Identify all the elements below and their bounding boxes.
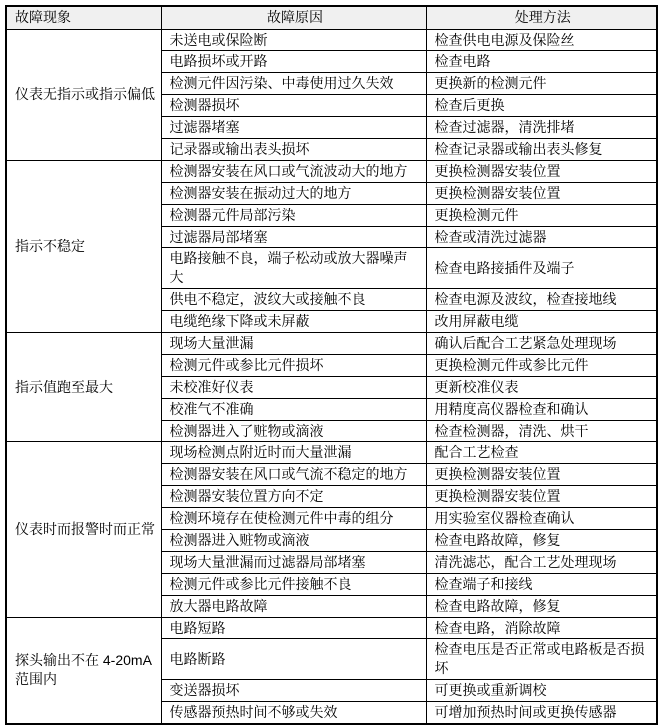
table-row [6,617,657,639]
method-cell: 清洗滤芯，配合工艺处理现场 [426,551,657,573]
fault-troubleshooting-table [5,5,658,725]
header-treatment-method: 处理方法 [426,6,657,29]
phenomenon-cell: 仪表时而报警时而正常 [6,442,161,617]
method-cell: 检查电路 [426,51,657,73]
table-row [6,160,657,182]
cause-cell: 电路损坏或开路 [161,51,426,73]
method-cell: 检查电压是否正常或电路板是否损坏 [426,639,657,680]
method-cell: 检查检测器，清洗、烘干 [426,420,657,442]
cause-cell: 放大器电路故障 [161,595,426,617]
cause-cell: 检测元件或参比元件接触不良 [161,573,426,595]
cause-cell: 过滤器局部堵塞 [161,226,426,248]
method-cell: 检查端子和接线 [426,573,657,595]
header-fault-phenomenon: 故障现象 [6,6,161,29]
cause-cell: 未校准好仪表 [161,376,426,398]
cause-cell: 过滤器堵塞 [161,117,426,139]
method-cell: 检查电路故障，修复 [426,529,657,551]
method-cell: 用实验室仪器检查确认 [426,508,657,530]
method-cell: 用精度高仪器检查和确认 [426,398,657,420]
method-cell: 检查电路接插件及端子 [426,248,657,289]
method-cell: 检查电源及波纹，检查接地线 [426,289,657,311]
method-cell: 检查记录器或输出表头修复 [426,138,657,160]
phenomenon-cell: 仪表无指示或指示偏低 [6,29,161,160]
method-cell: 更换检测元件或参比元件 [426,354,657,376]
cause-cell: 现场大量泄漏而过滤器局部堵塞 [161,551,426,573]
cause-cell: 电路短路 [161,617,426,639]
table-row [6,442,657,464]
cause-cell: 供电不稳定，波纹大或接触不良 [161,289,426,311]
method-cell: 检查电路，消除故障 [426,617,657,639]
cause-cell: 检测器安装在风口或气流不稳定的地方 [161,464,426,486]
method-cell: 检查或清洗过滤器 [426,226,657,248]
table-row [6,29,657,51]
cause-cell: 检测器安装在风口或气流波动大的地方 [161,160,426,182]
table-row [6,332,657,354]
table-header-row [6,6,657,29]
method-cell: 更新校准仪表 [426,376,657,398]
cause-cell: 校准气不准确 [161,398,426,420]
method-cell: 检查电路故障，修复 [426,595,657,617]
phenomenon-cell: 指示值跑至最大 [6,332,161,441]
cause-cell: 检测器安装在振动过大的地方 [161,182,426,204]
phenomenon-cell: 指示不稳定 [6,160,161,332]
phenomenon-cell: 探头输出不在 4-20mA 范围内 [6,617,161,724]
cause-cell: 检测器安装位置方向不定 [161,486,426,508]
cause-cell: 检测器损坏 [161,95,426,117]
cause-cell: 现场大量泄漏 [161,332,426,354]
cause-cell: 未送电或保险断 [161,29,426,51]
cause-cell: 检测元件或参比元件损坏 [161,354,426,376]
header-fault-cause: 故障原因 [161,6,426,29]
cause-cell: 记录器或输出表头损坏 [161,138,426,160]
cause-cell: 变送器损坏 [161,680,426,702]
cause-cell: 电缆绝缘下降或未屏蔽 [161,311,426,333]
method-cell: 更换检测元件 [426,204,657,226]
method-cell: 更换新的检测元件 [426,73,657,95]
cause-cell: 电路断路 [161,639,426,680]
method-cell: 更换检测器安装位置 [426,486,657,508]
cause-cell: 检测环境存在使检测元件中毒的组分 [161,508,426,530]
cause-cell: 检测元件因污染、中毒使用过久失效 [161,73,426,95]
cause-cell: 现场检测点附近时而大量泄漏 [161,442,426,464]
cause-cell: 检测器进入赃物或滴液 [161,529,426,551]
method-cell: 更换检测器安装位置 [426,464,657,486]
cause-cell: 电路接触不良，端子松动或放大器噪声大 [161,248,426,289]
cause-cell: 检测器元件局部污染 [161,204,426,226]
table-body [6,29,657,724]
method-cell: 配合工艺检查 [426,442,657,464]
cause-cell: 检测器进入了赃物或滴液 [161,420,426,442]
method-cell: 检查供电电源及保险丝 [426,29,657,51]
method-cell: 可增加预热时间或更换传感器 [426,702,657,724]
cause-cell: 传感器预热时间不够或失效 [161,702,426,724]
method-cell: 改用屏蔽电缆 [426,311,657,333]
method-cell: 更换检测器安装位置 [426,160,657,182]
method-cell: 更换检测器安装位置 [426,182,657,204]
method-cell: 可更换或重新调校 [426,680,657,702]
method-cell: 检查后更换 [426,95,657,117]
method-cell: 确认后配合工艺紧急处理现场 [426,332,657,354]
method-cell: 检查过滤器，清洗排堵 [426,117,657,139]
